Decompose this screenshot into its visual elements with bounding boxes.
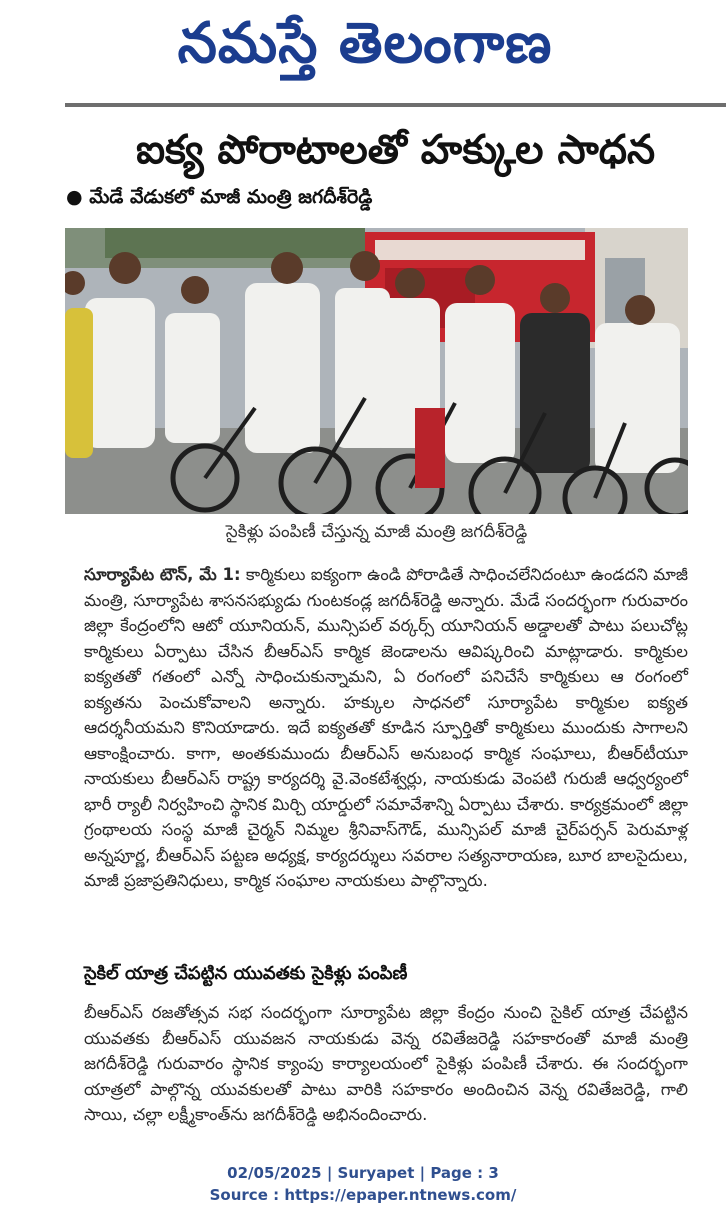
- article-subheadline: ● మేడే వేడుకలో మాజీ మంత్రి జగదీశ్‌రెడ్డి: [66, 186, 373, 208]
- article-photo: [65, 228, 688, 514]
- masthead-divider: [65, 103, 726, 107]
- article-headline: ఐక్య పోరాటాలతో హక్కుల సాధన: [135, 127, 656, 173]
- section-body-paragraph: బీఆర్‌ఎస్‌ రజతోత్సవ సభ సందర్భంగా సూర్యాపేట జిల్లా కేంద్రం నుంచి సైకిల్‌ యాత్ర చేపట్టిన యువతకు బీఆర్‌ఎస్‌ యువజన నాయకుడు వెన్న రవితేజరెడ్డి సహకారంతో మాజీ మంత్రి జగదీశ్‌రెడ్డి గురువారం స్థానిక క్యాంపు కార్యాలయంలో సైకిళ్లు పంపిణీ చేశారు. ఈ సందర్భంగా యాత్రలో పాల్గొన్న యువకులతో పాటు వారికి సహకారం అందించిన వెన్న రవితేజరెడ్డి, గాలి సాయి, చల్లా లక్ష్మీకాంత్‌ను జగదీశ్‌రెడ్డి అభినందించారు.: [84, 1003, 688, 1124]
- source-link[interactable]: Source : https://epaper.ntnews.com/: [209, 1186, 517, 1204]
- article-dateline: సూర్యాపేట టౌన్‌, మే 1:: [84, 565, 241, 584]
- section-heading: సైకిల్‌ యాత్ర చేపట్టిన యువతకు సైకిళ్లు పంపిణీ: [84, 963, 408, 984]
- newspaper-masthead: నమస్తే తెలంగాణ: [177, 11, 553, 76]
- article-body-text: కార్మికులు ఐక్యంగా ఉండి పోరాడితే సాధించలేనిదంటూ ఉండదని మాజీ మంత్రి, సూర్యాపేట శాసనసభ్యుడు గుంటకండ్ల జగదీశ్‌రెడ్డి అన్నారు. మేడే సందర్భంగా గురువారం జిల్లా కేంద్రంలోని ఆటో యూనియన్‌, మున్సిపల్‌ వర్కర్స్‌ యూనియన్‌ అడ్డాలతో పాటు పలుచోట్ల కార్మికులు ఏర్పాటు చేసిన బీఆర్‌ఎస్‌ కార్మిక జెండాలను ఆవిష్కరించి మాట్లాడారు. కార్మికుల ఐక్యతతో గతంలో ఎన్నో సాధించుకున్నామని, ఏ రంగంలో పనిచేసే కార్మికులు ఆ రంగంలో ఐక్యతను పెంచుకోవాలని అన్నారు. హక్కుల సాధనలో సూర్యాపేట కార్మికుల ఐక్యత ఆదర్శనీయమని కొనియాడారు. ఇదే ఐక్యతతో కూడిన స్ఫూర్తితో కార్మికులు ముందుకు సాగాలని ఆకాంక్షించారు. కాగా, అంతకుముందు బీఆర్‌ఎస్‌ అనుబంధ కార్మిక సంఘాలు, బీఆర్‌టీయూ నాయకులు బీఆర్‌ఎస్‌ రాష్ట్ర కార్యదర్శి వై.వెంకటేశ్వర్లు, నాయకుడు వెంపటి గురుజీ ఆధ్వర్యంలో భారీ ర్యాలీ నిర్వహించి స్థానిక మిర్చి యార్డులో సమావేశాన్ని ఏర్పాటు చేశారు. కార్యక్రమంలో జిల్లా గ్రంథాలయ సంస్థ మాజీ చైర్మన్‌ నిమ్మల శ్రీనివాస్‌గౌడ్‌, మున్సిపల్‌ మాజీ చైర్‌పర్సన్‌ పెరుమాళ్ల అన్నపూర్ణ, బీఆర్‌ఎస్‌ పట్టణ అధ్యక్ష, కార్యదర్శులు సవరాల సత్యనారాయణ, బూర బాలసైదులు, మాజీ ప్రజాప్రతినిధులు, కార్మిక సంఘాల నాయకులు పాల్గొన్నారు.: [84, 565, 688, 890]
- article-body-paragraph: [84, 562, 688, 894]
- edition-info: 02/05/2025 | Suryapet | Page : 3: [227, 1164, 499, 1182]
- photo-caption: సైకిళ్లు పంపిణీ చేస్తున్న మాజీ మంత్రి జగదీశ్‌రెడ్డి: [225, 522, 528, 542]
